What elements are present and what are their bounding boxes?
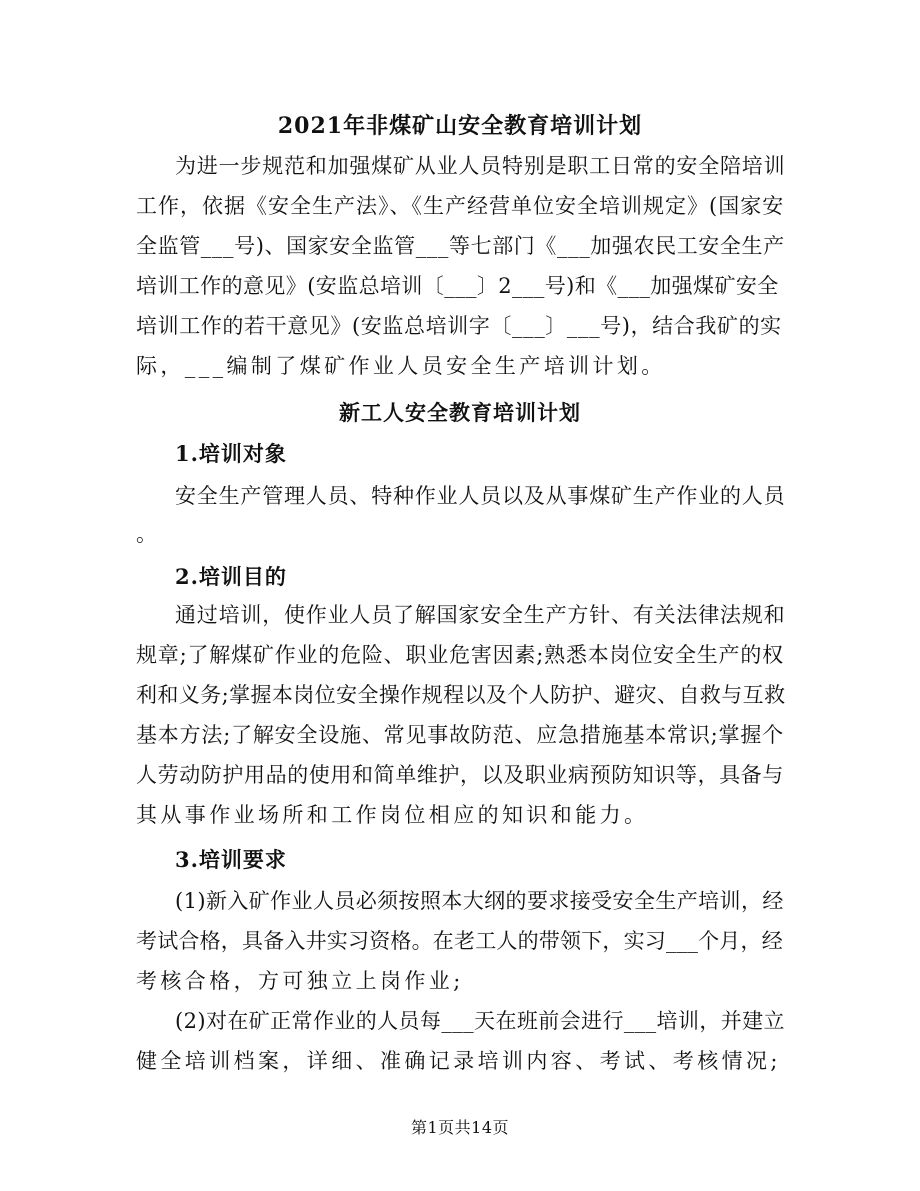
section1-line: 。: [136, 522, 161, 546]
requirement-item-line: (1)新入矿作业人员必须按照本大纲的要求接受安全生产培训，经: [175, 889, 784, 913]
section-heading-training-target: 1.培训对象: [175, 441, 287, 466]
section2-line: 基本方法;了解安全设施、常见事故防范、应急措施基本常识;掌握个: [136, 723, 784, 747]
intro-line: 培训工作的若干意见》(安监总培训字〔___〕___号)，结合我矿的实: [136, 314, 782, 338]
requirement-item-line: (2)对在矿正常作业的人员每___天在班前会进行___培训，并建立: [175, 1009, 785, 1033]
page-footer: 第1页共14页: [410, 1118, 510, 1137]
section-heading-training-requirements: 3.培训要求: [175, 847, 287, 872]
section1-line: 安全生产管理人员、特种作业人员以及从事煤矿生产作业的人员: [175, 484, 786, 508]
intro-line: 工作，依据《安全生产法》、《生产经营单位安全培训规定》(国家安: [136, 194, 785, 218]
section2-line: 其从事作业场所和工作岗位相应的知识和能力。: [136, 803, 649, 827]
intro-line: 际，___编制了煤矿作业人员安全生产培训计划。: [136, 354, 666, 378]
section2-line: 规章;了解煤矿作业的危险、职业危害因素;熟悉本岗位安全生产的权: [136, 643, 784, 667]
section2-line: 通过培训，使作业人员了解国家安全生产方针、有关法律法规和: [175, 603, 786, 627]
intro-line: 培训工作的意见》(安监总培训〔___〕2___号)和《___加强煤矿安全: [136, 274, 779, 298]
section-heading-training-purpose: 2.培训目的: [175, 564, 287, 589]
intro-line: 为进一步规范和加强煤矿从业人员特别是职工日常的安全陪培训: [175, 154, 786, 178]
document-title: 2021年非煤矿山安全教育培训计划: [277, 113, 643, 139]
intro-line: 全监管___号)、国家安全监管___等七部门《___加强农民工安全生产: [136, 234, 785, 258]
section-subtitle: 新工人安全教育培训计划: [339, 400, 581, 425]
requirement-item-line: 考试合格，具备入井实习资格。在老工人的带领下，实习___个月，经: [136, 929, 783, 953]
section2-line: 利和义务;掌握本岗位安全操作规程以及个人防护、避灾、自救与互救: [136, 683, 786, 707]
section2-line: 人劳动防护用品的使用和简单维护，以及职业病预防知识等，具备与: [136, 763, 784, 787]
requirement-item-line: 考核合格，方可独立上岗作业;: [136, 969, 464, 993]
requirement-item-line: 健全培训档案，详细、准确记录培训内容、考试、考核情况;: [136, 1049, 781, 1073]
